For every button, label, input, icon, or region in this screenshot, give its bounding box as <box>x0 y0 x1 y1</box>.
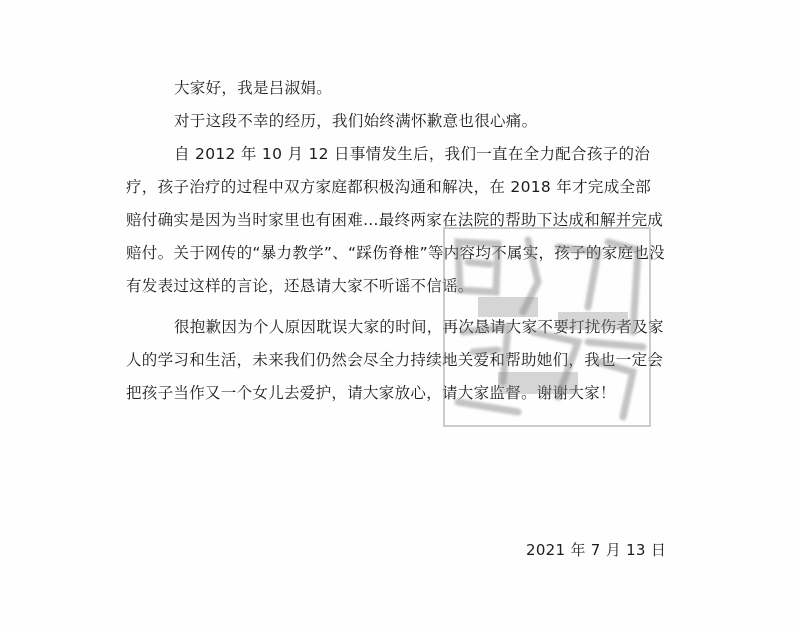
request-paragraph: 很抱歉因为个人原因耽误大家的时间，再次恳请大家不要打扰伤者及家人的学习和生活，未来我们仍然会尽全力持续地关爱和帮助她们，我也一定会把孩子当作又一个女儿去爱护，请大家放心，请大家监督。谢谢大家！ <box>126 318 664 402</box>
apology-paragraph: 对于这段不幸的经历，我们始终满怀歉意也很心痛。 <box>174 112 538 130</box>
incident-paragraph: 自 2012 年 10 月 12 日事情发生后，我们一直在全力配合孩子的治疗，孩子治疗的过程中双方家庭都积极沟通和解决，在 2018 年才完成全部赔付确实是因为当时家里也有困难…最终两家在法院的帮助下达成和解并完成赔付。关于网传的“暴力教学”、“踩伤脊椎”等内容均不属实，孩子的家庭也没有发表过这样的言论，还恳请大家不听谣不信谣。 <box>126 145 665 295</box>
greeting-paragraph: 大家好，我是吕淑娟。 <box>174 79 333 97</box>
letter-body <box>126 72 666 410</box>
letter-date: 2021 年 7 月 13 日 <box>526 541 667 559</box>
